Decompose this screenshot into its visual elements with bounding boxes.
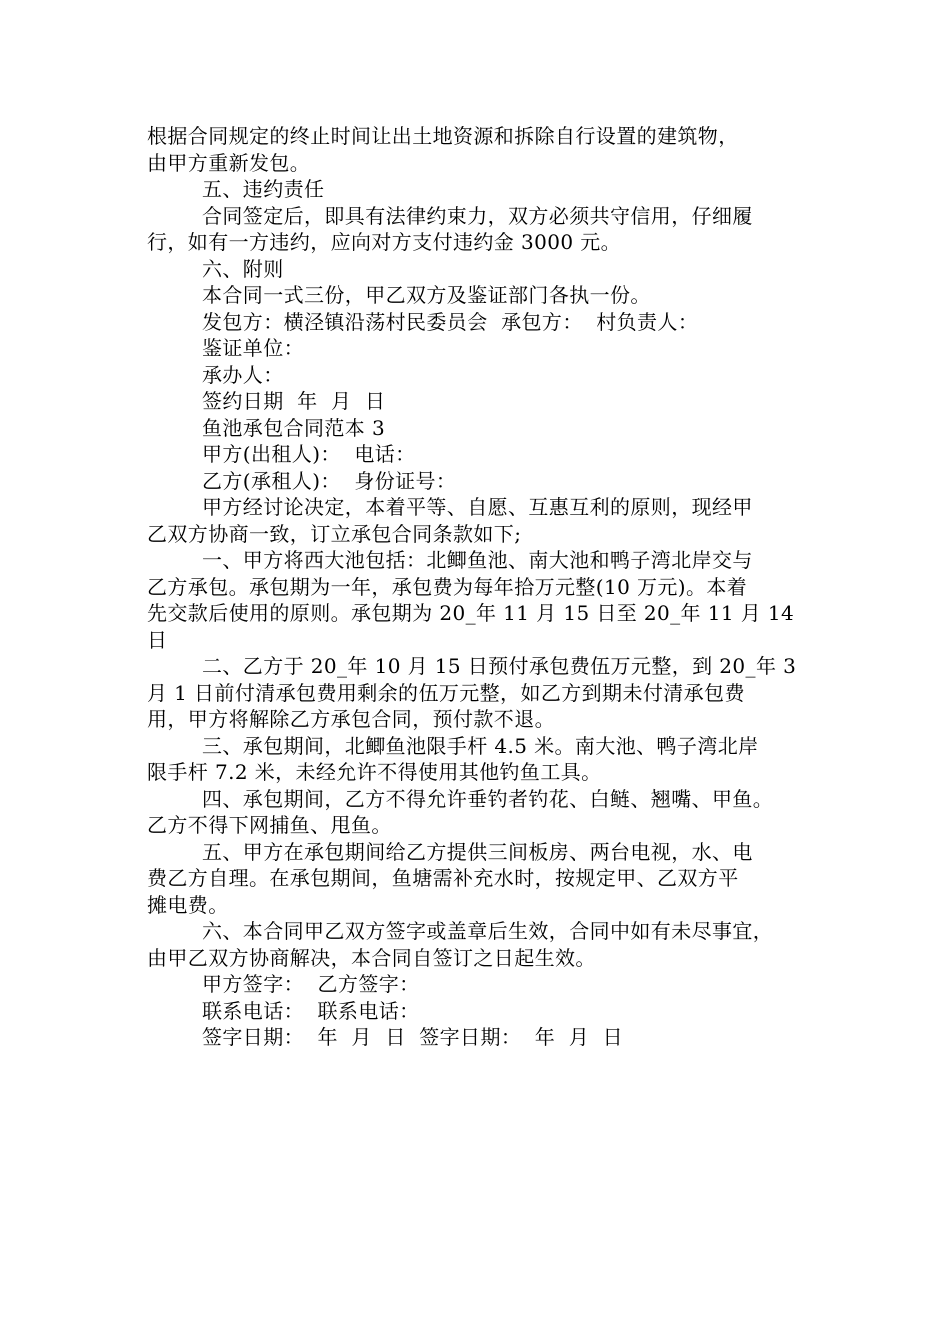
clause-line: 六、本合同甲乙双方签字或盖章后生效，合同中如有未尽事宜， bbox=[202, 919, 774, 943]
clause-line: 四、承包期间，乙方不得允许垂钓者钓花、白鲢、翘嘴、甲鱼。 bbox=[202, 786, 774, 811]
text-line: 甲方经讨论决定，本着平等、自愿、互惠互利的原则，现经甲 bbox=[202, 495, 753, 519]
date-line: 签字日期： 年 月 日 签字日期： 年 月 日 bbox=[202, 1025, 624, 1049]
text-line: 本合同一式三份，甲乙双方及鉴证部门各执一份。 bbox=[202, 283, 651, 307]
text-line: 行，如有一方违约，应向对方支付违约金 3000 元。 bbox=[147, 230, 622, 254]
clause-line: 一、甲方将西大池包括：北鲫鱼池、南大池和鸭子湾北岸交与 bbox=[202, 548, 753, 572]
clause-line: 二、乙方于 20_年 10 月 15 日预付承包费伍万元整，到 20_年 3 bbox=[202, 654, 797, 678]
text-line: 乙双方协商一致，订立承包合同条款如下; bbox=[147, 521, 522, 546]
signature-line: 承办人： bbox=[202, 362, 284, 387]
clause-line: 日 bbox=[147, 627, 168, 652]
clause-line: 三、承包期间，北鲫鱼池限手杆 4.5 米。南大池、鸭子湾北岸 bbox=[202, 733, 759, 758]
clause-line: 五、甲方在承包期间给乙方提供三间板房、两台电视，水、电 bbox=[202, 839, 753, 864]
clause-line: 先交款后使用的原则。承包期为 20_年 11 月 15 日至 20_年 11 月 14 bbox=[147, 601, 795, 625]
clause-line: 用，甲方将解除乙方承包合同，预付款不退。 bbox=[147, 707, 555, 731]
date-line: 签约日期 年 月 日 bbox=[202, 389, 386, 413]
party-line: 乙方(承租人)： 身份证号： bbox=[202, 468, 457, 493]
text-line: 根据合同规定的终止时间让出土地资源和拆除自行设置的建筑物， bbox=[147, 124, 739, 148]
clause-line: 月 1 日前付清承包费用剩余的伍万元整，如乙方到期未付清承包费 bbox=[147, 680, 745, 705]
contact-line: 联系电话： 联系电话： bbox=[202, 998, 420, 1023]
clause-line: 乙方承包。承包期为一年，承包费为每年拾万元整(10 万元)。本着 bbox=[147, 574, 748, 599]
clause-line: 由甲乙双方协商解决，本合同自签订之日起生效。 bbox=[147, 945, 596, 970]
document-title: 鱼池承包合同范本 3 bbox=[202, 415, 386, 440]
signature-line: 发包方：横泾镇沿荡村民委员会 承包方： 村负责人： bbox=[202, 309, 699, 334]
party-line: 甲方(出租人)： 电话： bbox=[202, 442, 416, 466]
document-body bbox=[147, 123, 827, 1051]
clause-line: 费乙方自理。在承包期间，鱼塘需补充水时，按规定甲、乙双方平 bbox=[147, 866, 739, 890]
section-heading: 五、违约责任 bbox=[202, 177, 325, 201]
clause-line: 限手杆 7.2 米，未经允许不得使用其他钓鱼工具。 bbox=[147, 760, 602, 784]
clause-line: 摊电费。 bbox=[147, 892, 229, 917]
section-heading: 六、附则 bbox=[202, 256, 284, 281]
text-line: 合同签定后，即具有法律约束力，双方必须共守信用，仔细履 bbox=[202, 203, 753, 228]
text-line: 由甲方重新发包。 bbox=[147, 150, 311, 175]
clause-line: 乙方不得下网捕鱼、甩鱼。 bbox=[147, 813, 392, 837]
signature-line: 鉴证单位： bbox=[202, 336, 304, 360]
signature-line: 甲方签字： 乙方签字： bbox=[202, 972, 420, 996]
